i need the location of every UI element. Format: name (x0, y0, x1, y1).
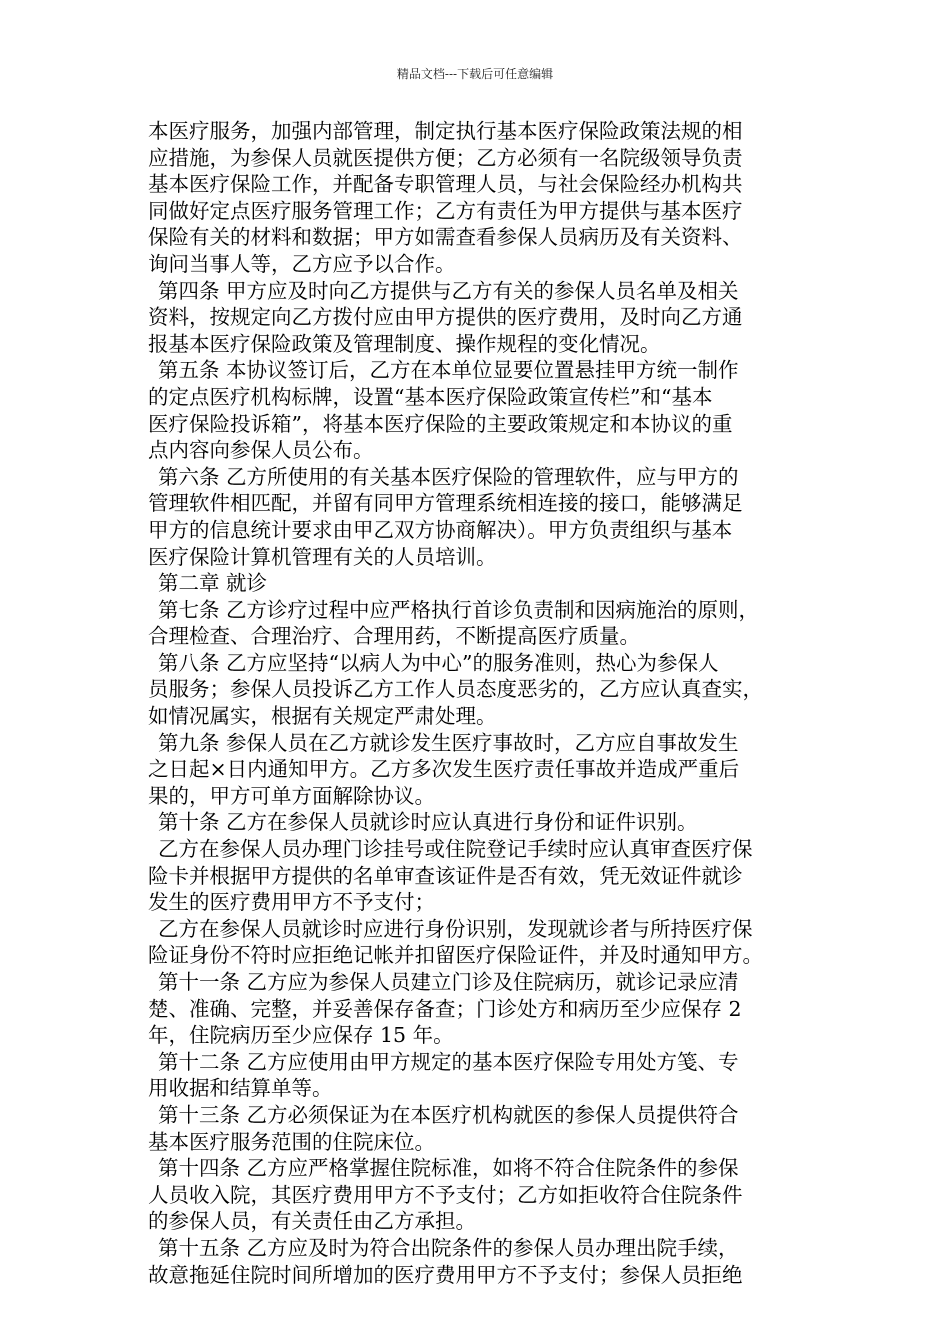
paragraph (148, 597, 804, 650)
paragraph (148, 730, 804, 810)
text-line: 第十条 乙方在参保人员就诊时应认真进行身份和证件识别。 (158, 810, 698, 835)
paragraph (148, 836, 804, 916)
text-line: 基本医疗保险工作，并配备专职管理人员，与社会保险经办机构共 (148, 172, 743, 197)
text-line: 甲方的信息统计要求由甲乙双方协商解决）。甲方负责组织与基本 (148, 517, 733, 542)
text-line: 第二章 就诊 (158, 571, 268, 596)
text-line: 如情况属实，根据有关规定严肃处理。 (148, 704, 497, 729)
text-line: 发生的医疗费用甲方不予支付； (148, 890, 435, 915)
paragraph (148, 357, 804, 463)
paragraph (148, 916, 804, 969)
text-line: 人员收入院，其医疗费用甲方不予支付；乙方如拒收符合住院条件 (148, 1182, 743, 1207)
text-line: 险卡并根据甲方提供的名单审查该证件是否有效，凭无效证件就诊 (148, 863, 743, 888)
text-line: 资料，按规定向乙方拨付应由甲方提供的医疗费用，及时向乙方通 (148, 305, 743, 330)
paragraph (148, 464, 804, 570)
text-line: 第五条 本协议签订后，乙方在本单位显要位置悬挂甲方统一制作 (158, 358, 739, 383)
text-line: 第十二条 乙方应使用由甲方规定的基本医疗保险专用处方笺、专 (158, 1049, 739, 1074)
text-line: 点内容向参保人员公布。 (148, 438, 374, 463)
text-line: 询问当事人等，乙方应予以合作。 (148, 251, 456, 276)
text-line: 第十五条 乙方应及时为符合出院条件的参保人员办理出院手续， (158, 1235, 739, 1260)
text-line: 第九条 参保人员在乙方就诊发生医疗事故时，乙方应自事故发生 (158, 730, 739, 755)
paragraph (148, 1049, 804, 1102)
document-body (148, 118, 804, 1288)
text-line: 第十一条 乙方应为参保人员建立门诊及住院病历，就诊记录应清 (158, 970, 739, 994)
page-header: 精品文档---下载后可任意编辑 (396, 67, 554, 81)
text-line: 年，住院病历至少应保存 15 年。 (148, 1023, 454, 1048)
text-line: 第八条 乙方应坚持“以病人为中心”的服务准则，热心为参保人 (158, 650, 719, 675)
text-line: 故意拖延住院时间所增加的医疗费用甲方不予支付；参保人员拒绝 (148, 1262, 743, 1287)
paragraph (148, 118, 804, 278)
paragraph (148, 1102, 804, 1155)
text-line: 用收据和结算单等。 (148, 1076, 333, 1101)
text-line: 的参保人员，有关责任由乙方承担。 (148, 1209, 476, 1234)
text-line: 报基本医疗保险政策及管理制度、操作规程的变化情况。 (148, 331, 661, 356)
text-line: 管理软件相匹配，并留有同甲方管理系统相连接的接口，能够满足 (148, 491, 743, 516)
text-line: 乙方在参保人员办理门诊挂号或住院登记手续时应认真审查医疗保 (158, 837, 753, 862)
text-line: 的定点医疗机构标牌，设置“基本医疗保险政策宣传栏”和“基本 (148, 384, 713, 409)
text-line: 乙方在参保人员就诊时应进行身份识别，发现就诊者与所持医疗保 (158, 916, 753, 941)
text-line: 医疗保险计算机管理有关的人员培训。 (148, 544, 497, 569)
text-line: 第四条 甲方应及时向乙方提供与乙方有关的参保人员名单及相关 (158, 278, 739, 303)
text-line: 同做好定点医疗服务管理工作；乙方有责任为甲方提供与基本医疗 (148, 198, 743, 223)
text-line: 果的，甲方可单方面解除协议。 (148, 783, 435, 808)
text-line: 楚、准确、完整，并妥善保存备查；门诊处方和病历至少应保存 2 (148, 996, 742, 1021)
paragraph (148, 1235, 804, 1288)
text-line: 医疗保险投诉箱”，将基本医疗保险的主要政策规定和本协议的重 (148, 411, 733, 436)
paragraph (148, 278, 804, 358)
paragraph (148, 650, 804, 730)
text-line: 第六条 乙方所使用的有关基本医疗保险的管理软件，应与甲方的 (158, 464, 739, 489)
paragraph (148, 969, 804, 1049)
text-line: 本医疗服务，加强内部管理，制定执行基本医疗保险政策法规的相 (148, 119, 743, 143)
text-line: 基本医疗服务范围的住院床位。 (148, 1129, 435, 1154)
paragraph (148, 809, 804, 836)
text-line: 第十四条 乙方应严格掌握住院标准，如将不符合住院条件的参保 (158, 1156, 739, 1181)
text-line: 险证身份不符时应拒绝记帐并扣留医疗保险证件，并及时通知甲方。 (148, 943, 763, 968)
text-line: 应措施，为参保人员就医提供方便；乙方必须有一名院级领导负责 (148, 145, 743, 170)
text-line: 合理检查、合理治疗、合理用药，不断提高医疗质量。 (148, 624, 640, 649)
text-line: 员服务；参保人员投诉乙方工作人员态度恶劣的，乙方应认真查实， (148, 677, 763, 702)
paragraph (148, 570, 804, 597)
text-line: 第十三条 乙方必须保证为在本医疗机构就医的参保人员提供符合 (158, 1102, 739, 1127)
text-line: 之日起×日内通知甲方。乙方多次发生医疗责任事故并造成严重后 (148, 757, 740, 782)
paragraph (148, 1155, 804, 1235)
text-line: 第七条 乙方诊疗过程中应严格执行首诊负责制和因病施治的原则， (158, 597, 760, 622)
text-line: 保险有关的材料和数据；甲方如需查看参保人员病历及有关资料、 (148, 225, 743, 250)
